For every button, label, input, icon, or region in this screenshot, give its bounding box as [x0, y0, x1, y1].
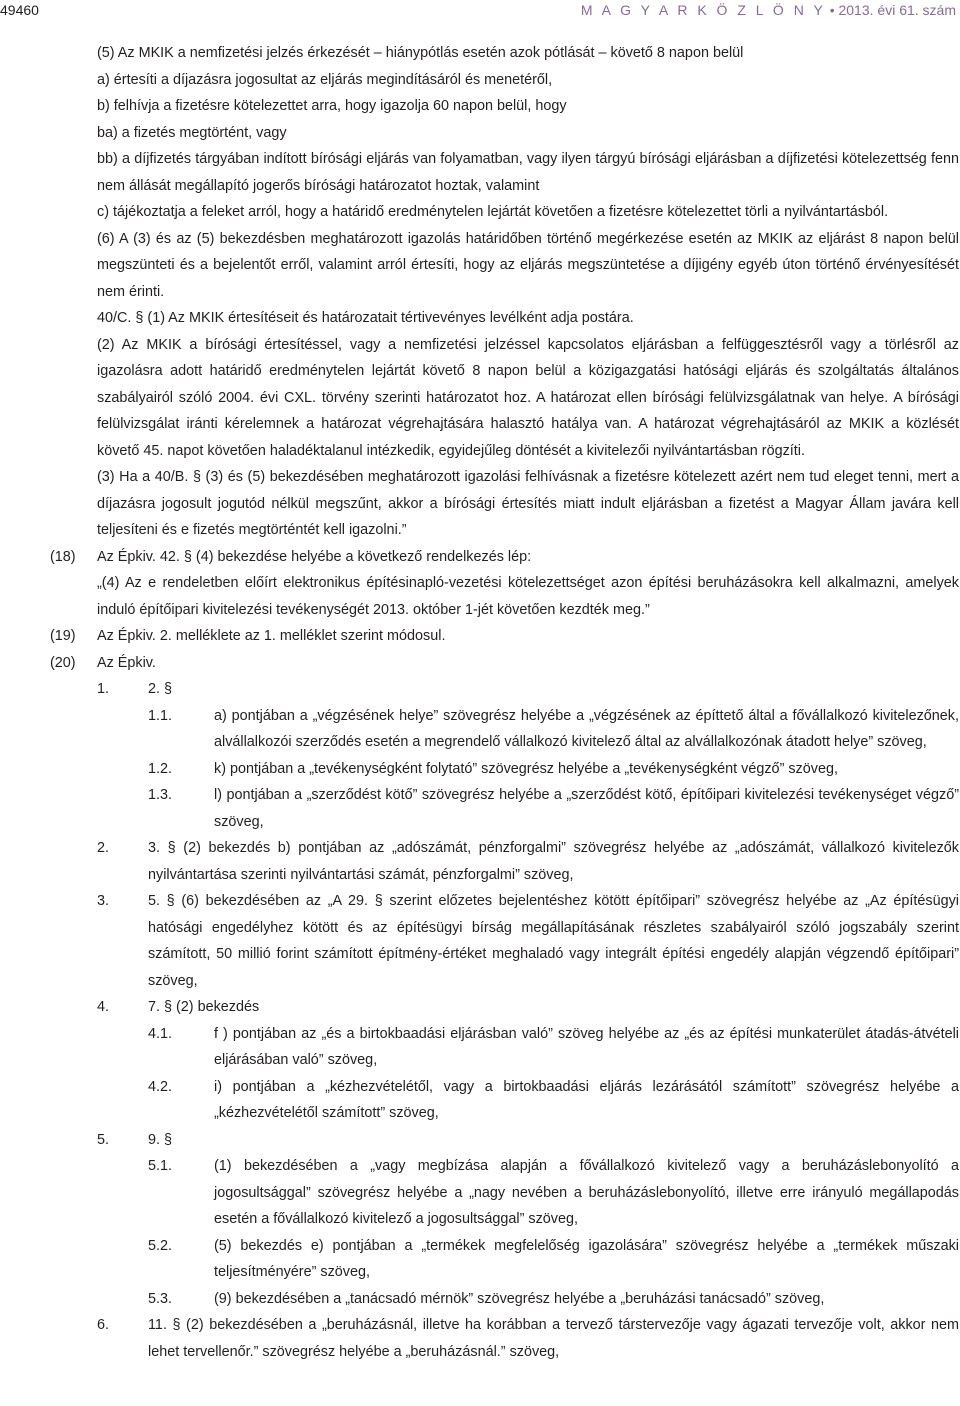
- list-item: [97, 888, 959, 994]
- paragraph-6: (6) A (3) és az (5) bekezdésben meghatározott igazolás határidőben történő megérkezése esetén az MKIK az eljárást 8 napon belül megszünteti és a bejelentőt erről, valamint arról értesíti, hogy az eljárás megszüntetése a díjigény egyéb úton történő érvényesítését nem érinti.: [97, 230, 959, 300]
- paragraph-5: (5) Az MKIK a nemfizetési jelzés érkezését – hiánypótlás esetén azok pótlását – követő 8 napon belül: [97, 45, 744, 61]
- item-text: 2. §: [148, 681, 173, 697]
- paragraph-40c-3: (3) Ha a 40/B. § (3) és (5) bekezdésében meghatározott igazolási felhívásnak a fizetésre kötelezett azért nem tud eleget tenni, mert a díjazásra jogosult jogutód nélkül megszűnt, akkor a bírósági értesítés miatt indult eljárásban a fizetést a Magyar Állam javára kell teljesíteni és e fizetés megtörténtét kell igazolni.”: [97, 469, 959, 538]
- list-item: [97, 756, 959, 783]
- journal-header: [581, 0, 956, 24]
- point-18-text: Az Épkiv. 42. § (4) bekezdése helyébe a következő rendelkezés lép:: [97, 548, 532, 565]
- paragraph-40c-2: (2) Az MKIK a bírósági értesítéssel, vagy a nemfizetési jelzéssel kapcsolatos eljárásban a felfüggesztésről vagy a törlésről az igazolásra adott határidő eredménytelen lejártát követő 8 napon belül a közigazgatási hatósági eljárás és szolgáltatás általános szabályairól szóló 2004. évi CXL. törvény szerinti határozatot hoz. A határozat ellen bírósági felülvizsgálatnak van helye. A bírósági felülvizsgálat iránti kérelemnek a határozat végrehajtására halasztó hatálya van. A határozat végrehajtásáról az MKIK a közlését követő 45. napot követően haladéktalanul intézkedik, egyidejűleg döntését a kivitelezői nyilvántartásban rögzíti.: [97, 336, 959, 459]
- item-text: 3. § (2) bekezdés b) pontjában az „adószámát, pénzforgalmi” szövegrész helyébe az „adószámát, vállalkozó kivitelezők nyilvántartása szerinti nyilvántartási számát, pénzforgalmi” szöveg,: [148, 840, 959, 883]
- point-number-18: (18): [50, 548, 76, 565]
- list-item: [97, 835, 959, 888]
- point-20-text: Az Épkiv.: [97, 654, 156, 671]
- item-number: 4.: [97, 999, 110, 1015]
- item-number: 4.1.: [148, 1025, 173, 1042]
- list-item: [97, 1074, 959, 1127]
- item-text: i) pontjában a „kézhezvételétől, vagy a birtokbaadási eljárás lezárásától számított” szövegrész helyébe a „kézhezvételétől számított” szöveg,: [214, 1078, 959, 1121]
- item-number: 1.3.: [148, 787, 173, 803]
- paragraph-5ba: ba) a fizetés megtörtént, vagy: [97, 124, 287, 141]
- item-number: 2.: [97, 840, 110, 856]
- paragraph-5c: c) tájékoztatja a feleket arról, hogy a határidő eredménytelen lejártát követően a fizetésre kötelezettet törli a nyilvántartásból.: [97, 204, 889, 220]
- point-number-20: (20): [50, 654, 76, 671]
- list-item: [97, 1153, 959, 1233]
- list-item: [97, 676, 959, 703]
- item-number: 4.2.: [148, 1078, 173, 1095]
- issue-label: 2013. évi 61. szám: [838, 2, 956, 18]
- page-number: 49460: [0, 2, 39, 18]
- item-text: f ) pontjában az „és a birtokbaadási eljárásban való” szöveg helyébe az „és az építési munkaterület átadás-átvételi eljárásában való” szöveg,: [214, 1025, 959, 1068]
- point-20: [50, 650, 959, 1366]
- paragraph-5a: a) értesíti a díjazásra jogosultat az eljárás megindításáról és menetéről,: [97, 71, 553, 88]
- point-18: [50, 544, 959, 624]
- list-item: [97, 1286, 959, 1313]
- list-item: [97, 1127, 959, 1154]
- paragraph-40c: 40/C. § (1) Az MKIK értesítéseit és határozatait tértivevényes levélként adja postára.: [97, 310, 634, 326]
- item-text: a) pontjában a „végzésének helye” szövegrész helyébe a „végzésének az építtető által a fővállalkozó kivitelezőnek, alvállalkozói szerződés esetén a megrendelő vállalkozó kivitelező által az alvállalkozónak átadott helye” szöveg,: [214, 707, 959, 750]
- item-number: 5.2.: [148, 1237, 173, 1254]
- point-19-text: Az Épkiv. 2. melléklete az 1. melléklet szerint módosul.: [97, 628, 446, 644]
- item-text: 7. § (2) bekezdés: [148, 999, 260, 1015]
- document-body: [50, 40, 959, 1365]
- list-item: [97, 1312, 959, 1365]
- paragraph-5b: b) felhívja a fizetésre kötelezettet arra, hogy igazolja 60 napon belül, hogy: [97, 98, 567, 114]
- item-number: 1.2.: [148, 760, 173, 777]
- list-item: [97, 1021, 959, 1074]
- list-item: [97, 1233, 959, 1286]
- item-text: 5. § (6) bekezdésében az „A 29. § szerint előzetes bejelentéshez kötött építőipari” szövegrész helyébe az „Az építésügyi hatósági engedélyhez kötött és az építésügyi bírság megállapításának részletes szabályairól szóló jogszabály szerint számított, 50 millió forint számított építmény-értéket meghaladó vagy integrált építési engedély alapján végzendő építőipari” szöveg,: [148, 893, 959, 989]
- item-text: 11. § (2) bekezdésében a „beruházásnál, illetve ha korábban a tervező társtervezője vagy ágazati tervezője volt, akkor nem lehet tervellenőr.” szövegrész helyébe a „beruházásnál.” szöveg,: [148, 1317, 959, 1360]
- item-text: (5) bekezdés e) pontjában a „termékek megfelelőség igazolására” szövegrész helyébe a „termékek műszaki teljesítményére” szöveg,: [214, 1237, 959, 1280]
- item-number: 5.: [97, 1131, 110, 1148]
- item-text: (9) bekezdésében a „tanácsadó mérnök” szövegrész helyébe a „beruházási tanácsadó” szöveg,: [214, 1290, 825, 1307]
- header-separator: •: [829, 2, 835, 18]
- list-item: [97, 703, 959, 756]
- journal-title: M A G Y A R K Ö Z L Ö N Y: [580, 2, 826, 18]
- item-number: 1.1.: [148, 707, 173, 724]
- item-number: 3.: [97, 893, 110, 909]
- item-number: 5.3.: [148, 1290, 173, 1307]
- paragraph-5bb: bb) a díjfizetés tárgyában indított bírósági eljárás van folyamatban, vagy ilyen tárgyú bírósági eljárásban a díjfizetési kötelezettség fenn nem állását megállapító jogerős bírósági határozatot hoztak, valamint: [97, 151, 959, 194]
- item-text: (1) bekezdésében a „vagy megbízása alapján a fővállalkozó kivitelező vagy a beruházáslebonyolító a jogosultsággal” szövegrész helyébe a „nagy nevében a beruházáslebonyolító, illetve erre irányuló megállapodás esetén a fővállalkozó kivitelező a jogosultsággal” szöveg,: [214, 1158, 959, 1227]
- item-text: l) pontjában a „szerződést kötő” szövegrész helyébe a „szerződést kötő, építőipari kivitelezési tevékenységet végző” szöveg,: [214, 787, 959, 830]
- item-number: 1.: [97, 681, 110, 697]
- item-text: 9. §: [148, 1131, 173, 1148]
- list-item: [97, 782, 959, 835]
- page-header: [0, 0, 960, 22]
- list-item: [97, 994, 959, 1021]
- item-text: k) pontjában a „tevékenységként folytató” szövegrész helyébe a „tevékenységként végző” szöveg,: [214, 760, 838, 777]
- point-number-19: (19): [50, 628, 76, 644]
- point-18-quote: „(4) Az e rendeletben előírt elektronikus építésinapló-vezetési kötelezettséget azon építési beruházásokra kell alkalmazni, amelyek induló építőipari kivitelezési tevékenységét 2013. október 1-jét követően kezdték meg.”: [97, 575, 959, 618]
- item-number: 6.: [97, 1317, 110, 1333]
- point-19: [50, 623, 959, 650]
- item-number: 5.1.: [148, 1158, 173, 1174]
